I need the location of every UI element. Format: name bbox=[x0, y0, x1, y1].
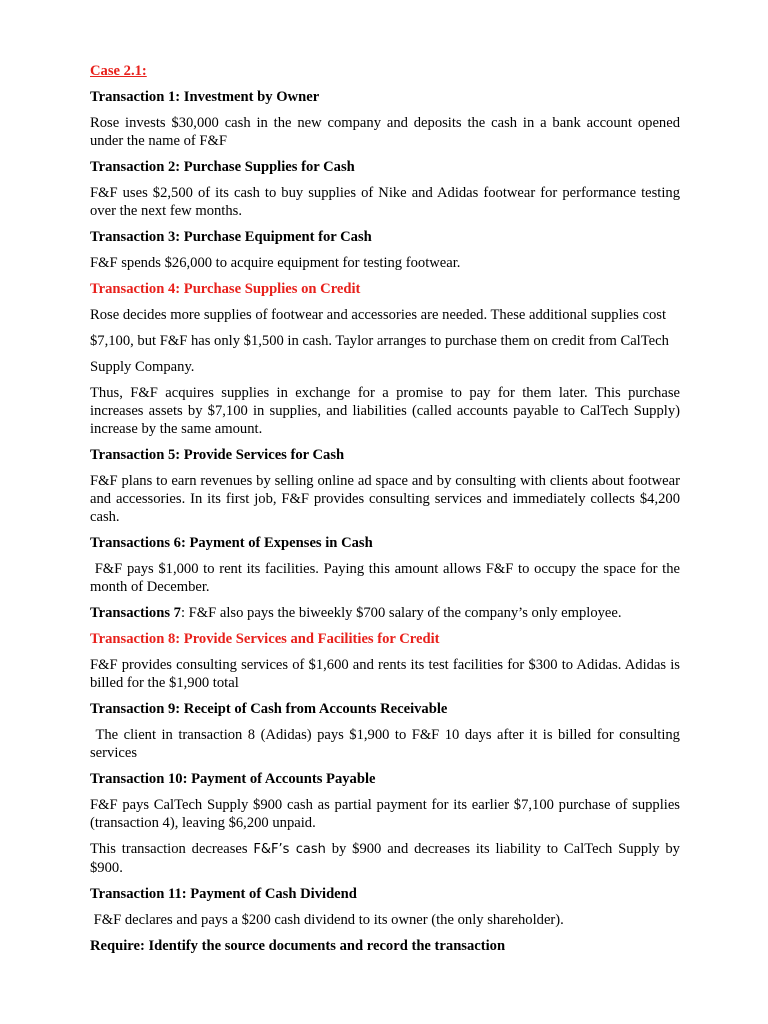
transaction-11-heading: Transaction 11: Payment of Cash Dividend bbox=[90, 886, 357, 902]
transaction-10-body-2-post: by $900 and decreases its liability to CalTech Supply by $900. bbox=[90, 841, 680, 876]
transaction-3-heading: Transaction 3: Purchase Equipment for Cash bbox=[90, 229, 372, 245]
require-instruction: Require: Identify the source documents and record the transaction bbox=[90, 938, 506, 954]
transaction-7-label: Transactions 7 bbox=[90, 605, 181, 621]
transaction-4-body-3: Supply Company. bbox=[90, 359, 195, 375]
transaction-10-heading: Transaction 10: Payment of Accounts Payable bbox=[90, 771, 376, 787]
transaction-4-body-1: Rose decides more supplies of footwear and accessories are needed. These additional supplies cost bbox=[90, 307, 666, 323]
transaction-5-heading: Transaction 5: Provide Services for Cash bbox=[90, 447, 345, 463]
transaction-8-body: F&F provides consulting services of $1,600 and rents its test facilities for $300 to Adidas. Adidas is billed for the $1,900 total bbox=[90, 657, 680, 691]
transaction-6-heading: Transactions 6: Payment of Expenses in Cash bbox=[90, 535, 373, 551]
transaction-10-body-2-cash: F&F’s cash bbox=[253, 842, 326, 857]
transaction-11-body: F&F declares and pays a $200 cash dividend to its owner (the only shareholder). bbox=[90, 912, 564, 928]
transaction-9-body: The client in transaction 8 (Adidas) pays $1,900 to F&F 10 days after it is billed for consulting services bbox=[90, 727, 684, 761]
transaction-10-body-2-pre: This transaction decreases bbox=[90, 841, 254, 857]
transaction-9-heading: Transaction 9: Receipt of Cash from Accounts Receivable bbox=[90, 701, 448, 717]
transaction-5-body: F&F plans to earn revenues by selling online ad space and by consulting with clients about footwear and accessories. In its first job, F&F provides consulting services and immediately collects $4,200 cash. bbox=[90, 473, 680, 525]
transaction-7-line bbox=[90, 604, 680, 622]
transaction-10-body-1: F&F pays CalTech Supply $900 cash as partial payment for its earlier $7,100 purchase of supplies (transaction 4), leaving $6,200 unpaid. bbox=[90, 797, 680, 831]
transaction-4-body-4: Thus, F&F acquires supplies in exchange for a promise to pay for them later. This purchase increases assets by $7,100 in supplies, and liabilities (called accounts payable to CalTech Supply) increase by the same amount. bbox=[90, 385, 680, 437]
document-page bbox=[90, 62, 684, 963]
transaction-4-heading: Transaction 4: Purchase Supplies on Credit bbox=[90, 281, 361, 297]
transaction-1-body: Rose invests $30,000 cash in the new company and deposits the cash in a bank account opened under the name of F&F bbox=[90, 115, 680, 149]
transaction-10-body-2 bbox=[90, 840, 680, 877]
transaction-2-body: F&F uses $2,500 of its cash to buy supplies of Nike and Adidas footwear for performance testing over the next few months. bbox=[90, 185, 680, 219]
transaction-1-heading: Transaction 1: Investment by Owner bbox=[90, 89, 320, 105]
transaction-3-body: F&F spends $26,000 to acquire equipment for testing footwear. bbox=[90, 255, 461, 271]
transaction-2-heading: Transaction 2: Purchase Supplies for Cash bbox=[90, 159, 355, 175]
transaction-7-body: : F&F also pays the biweekly $700 salary of the company’s only employee. bbox=[180, 605, 622, 621]
transaction-6-body: F&F pays $1,000 to rent its facilities. Paying this amount allows F&F to occupy the space for the month of December. bbox=[90, 561, 684, 595]
transaction-4-body-2: $7,100, but F&F has only $1,500 in cash. Taylor arranges to purchase them on credit from CalTech bbox=[90, 333, 669, 349]
case-title: Case 2.1: bbox=[90, 63, 147, 79]
transaction-8-heading: Transaction 8: Provide Services and Facilities for Credit bbox=[90, 631, 440, 647]
